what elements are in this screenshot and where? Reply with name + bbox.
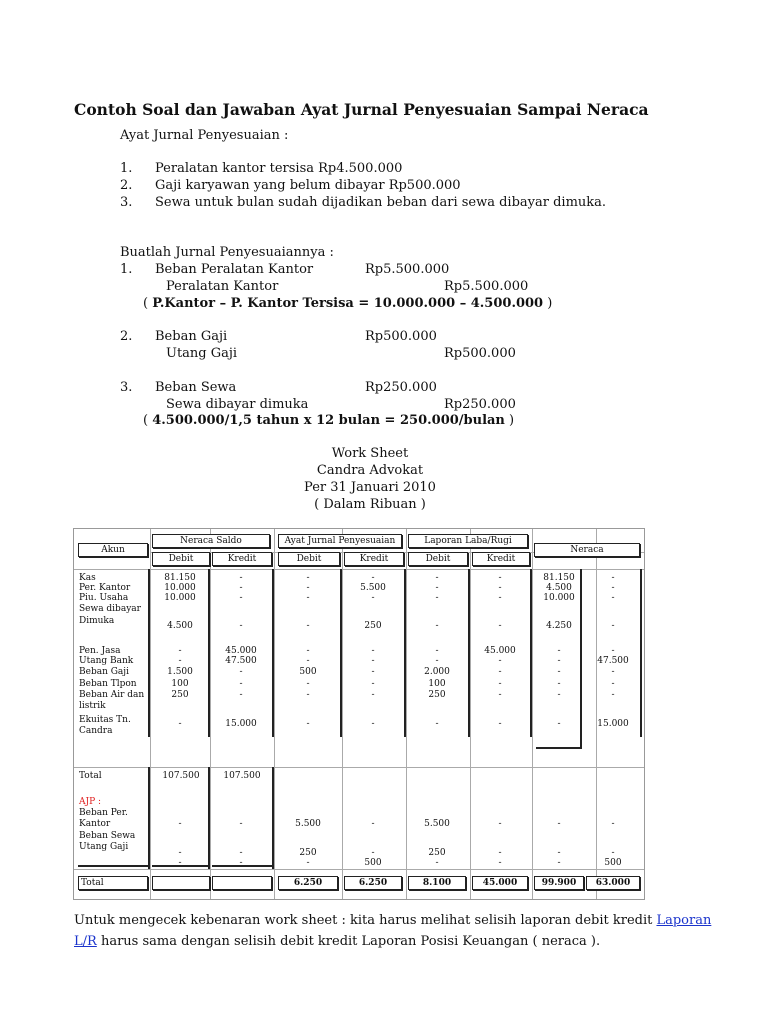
lr-link[interactable]: L/R: [74, 934, 97, 949]
worksheet-cell: -: [435, 656, 439, 666]
worksheet-cell: -: [306, 646, 310, 656]
footer-line-2: L/R harus sama dengan selisih debit kredit Laporan Posisi Keuangan ( neraca ).: [74, 934, 601, 949]
journal-credit-value: Rp5.500.000: [444, 279, 529, 294]
grand-total-cell: 6.250: [344, 876, 402, 890]
worksheet-cell: -: [498, 593, 502, 603]
worksheet-cell: -: [371, 719, 375, 729]
ajp-cell: -: [239, 858, 243, 868]
worksheet-cell: 47.500: [597, 656, 629, 666]
worksheet-cell: -: [557, 719, 561, 729]
worksheet-cell: 250: [364, 621, 382, 631]
worksheet-cell: -: [306, 573, 310, 583]
worksheet-cell: -: [306, 719, 310, 729]
ajp-cell: 250: [428, 848, 446, 858]
journal-heading: Buatlah Jurnal Penyesuaiannya :: [120, 245, 334, 260]
journal-number: 3.: [120, 380, 133, 395]
worksheet-cell: -: [435, 593, 439, 603]
worksheet-cell: 47.500: [225, 656, 257, 666]
worksheet-cell: -: [611, 583, 615, 593]
list-item: Sewa untuk bulan sudah dijadikan beban dari sewa dibayar dimuka.: [155, 195, 607, 210]
ajp-cell: -: [498, 848, 502, 858]
grand-total-cell: 8.100: [408, 876, 466, 890]
ajp-cell: -: [557, 848, 561, 858]
account-name: Beban Gaji: [79, 667, 129, 677]
laporan-link[interactable]: Laporan: [656, 913, 712, 928]
worksheet-cell: -: [498, 621, 502, 631]
ajp-cell: -: [178, 858, 182, 868]
total-value: 107.500: [223, 771, 261, 781]
worksheet-cell: 15.000: [225, 719, 257, 729]
worksheet-cell: -: [611, 667, 615, 677]
journal-credit-account: Utang Gaji: [166, 346, 238, 361]
journal-debit-value: Rp5.500.000: [365, 262, 450, 277]
page-title: Contoh Soal dan Jawaban Ayat Jurnal Penyesuaian Sampai Neraca: [74, 100, 649, 119]
worksheet-cell: -: [611, 690, 615, 700]
worksheet-cell: 500: [299, 667, 317, 677]
worksheet-cell: -: [178, 656, 182, 666]
worksheet-cell: 250: [171, 690, 189, 700]
account-name: Kantor: [79, 819, 111, 829]
grand-total-cell: 63.000: [586, 876, 640, 890]
worksheet-cell: -: [239, 667, 243, 677]
worksheet-cell: -: [498, 573, 502, 583]
worksheet-cell: -: [498, 719, 502, 729]
journal-debit-value: Rp250.000: [365, 380, 437, 395]
account-name: Beban Tlpon: [79, 679, 137, 689]
group-header: Ayat Jurnal Penyesuaian: [278, 534, 402, 548]
worksheet-cell: -: [306, 593, 310, 603]
ajp-cell: -: [498, 858, 502, 868]
ajp-cell: -: [239, 819, 243, 829]
journal-credit-account: Peralatan Kantor: [166, 279, 279, 294]
worksheet-cell: -: [371, 646, 375, 656]
worksheet-cell: -: [178, 719, 182, 729]
worksheet-cell: -: [306, 690, 310, 700]
account-name: listrik: [79, 701, 106, 711]
account-name: Utang Bank: [79, 656, 134, 666]
ajp-heading: Ayat Jurnal Penyesuaian :: [120, 128, 289, 143]
worksheet-cell: -: [435, 646, 439, 656]
total-value: 107.500: [162, 771, 200, 781]
account-name: Beban Air dan: [79, 690, 145, 700]
total-label: Total: [79, 771, 102, 781]
journal-number: 1.: [120, 262, 133, 277]
ajp-cell: -: [557, 819, 561, 829]
journal-debit-account: Beban Peralatan Kantor: [155, 262, 314, 277]
list-item-number: 2.: [120, 178, 133, 193]
worksheet-cell: -: [239, 690, 243, 700]
list-item-number: 1.: [120, 161, 133, 176]
grand-total-cell: 6.250: [278, 876, 338, 890]
worksheet-cell: -: [306, 656, 310, 666]
ajp-cell: -: [557, 858, 561, 868]
account-name: Pen. Jasa: [79, 646, 121, 656]
account-name: Dimuka: [79, 616, 115, 626]
account-name: Beban Per.: [79, 808, 128, 818]
worksheet-cell: -: [306, 679, 310, 689]
worksheet-title: Work Sheet: [331, 446, 409, 461]
worksheet-cell: -: [239, 621, 243, 631]
group-header: Neraca Saldo: [152, 534, 270, 548]
worksheet-cell: 10.000: [164, 583, 196, 593]
worksheet-cell: -: [371, 690, 375, 700]
ajp-cell: -: [178, 848, 182, 858]
account-name: Candra: [79, 726, 113, 736]
list-item: Gaji karyawan yang belum dibayar Rp500.000: [155, 178, 461, 193]
worksheet-cell: 2.000: [424, 667, 450, 677]
worksheet-cell: -: [371, 679, 375, 689]
worksheet-cell: 4.500: [167, 621, 193, 631]
ajp-cell: 500: [364, 858, 382, 868]
journal-debit-account: Beban Sewa: [155, 380, 237, 395]
account-name: Sewa dibayar: [79, 604, 141, 614]
worksheet-cell: 4.500: [546, 583, 572, 593]
worksheet-cell: -: [557, 690, 561, 700]
worksheet-cell: -: [371, 667, 375, 677]
empty-cell: [152, 876, 210, 890]
worksheet-cell: 250: [428, 690, 446, 700]
worksheet-cell: -: [498, 690, 502, 700]
ajp-cell: 250: [299, 848, 317, 858]
worksheet-cell: 15.000: [597, 719, 629, 729]
worksheet-cell: 10.000: [543, 593, 575, 603]
worksheet-cell: 81.150: [543, 573, 575, 583]
worksheet-cell: 1.500: [167, 667, 193, 677]
ajp-cell: -: [611, 848, 615, 858]
list-item-number: 3.: [120, 195, 133, 210]
worksheet-cell: -: [435, 583, 439, 593]
journal-number: 2.: [120, 329, 133, 344]
debit-header: Debit: [408, 552, 468, 566]
worksheet-cell: -: [611, 646, 615, 656]
worksheet-cell: 81.150: [164, 573, 196, 583]
worksheet-cell: -: [498, 656, 502, 666]
ajp-cell: -: [371, 848, 375, 858]
worksheet-cell: -: [371, 593, 375, 603]
worksheet-cell: -: [611, 573, 615, 583]
worksheet-cell: -: [557, 646, 561, 656]
worksheet-cell: 10.000: [164, 593, 196, 603]
grand-total-cell: 45.000: [472, 876, 528, 890]
worksheet-cell: -: [178, 646, 182, 656]
ajp-label: AJP :: [79, 797, 102, 807]
ajp-cell: 5.500: [295, 819, 321, 829]
worksheet-cell: 100: [428, 679, 446, 689]
empty-cell: [212, 876, 272, 890]
debit-header: Debit: [278, 552, 340, 566]
worksheet-cell: -: [306, 583, 310, 593]
worksheet-cell: -: [306, 621, 310, 631]
account-name: Utang Gaji: [79, 842, 129, 852]
worksheet-cell: -: [611, 679, 615, 689]
list-item: Peralatan kantor tersisa Rp4.500.000: [155, 161, 403, 176]
akun-header: Akun: [78, 543, 148, 557]
worksheet-cell: -: [611, 593, 615, 603]
worksheet-cell: -: [239, 679, 243, 689]
journal-credit-value: Rp500.000: [444, 346, 516, 361]
worksheet-cell: -: [611, 621, 615, 631]
worksheet-cell: -: [239, 593, 243, 603]
worksheet-cell: 100: [171, 679, 189, 689]
footer-line-1: Untuk mengecek kebenaran work sheet : kita harus melihat selisih laporan debit kredit Laporan: [74, 913, 712, 928]
worksheet-cell: -: [498, 667, 502, 677]
worksheet-cell: 4.250: [546, 621, 572, 631]
period: Per 31 Januari 2010: [304, 480, 436, 495]
ajp-cell: -: [371, 819, 375, 829]
worksheet-cell: -: [557, 679, 561, 689]
ajp-cell: -: [498, 819, 502, 829]
worksheet-cell: -: [435, 573, 439, 583]
group-header: Laporan Laba/Rugi: [408, 534, 528, 548]
worksheet-cell: -: [371, 656, 375, 666]
group-header: Neraca: [534, 543, 640, 557]
account-name: Ekuitas Tn.: [79, 715, 131, 725]
worksheet-cell: 45.000: [484, 646, 516, 656]
account-name: Beban Sewa: [79, 831, 136, 841]
journal-note: ( 4.500.000/1,5 tahun x 12 bulan = 250.000/bulan ): [143, 413, 515, 428]
debit-header: Debit: [152, 552, 210, 566]
account-name: Piu. Usaha: [79, 593, 129, 603]
worksheet-cell: -: [498, 679, 502, 689]
ajp-cell: 500: [604, 858, 622, 868]
journal-credit-value: Rp250.000: [444, 397, 516, 412]
grand-total-cell: 99.900: [534, 876, 584, 890]
journal-credit-account: Sewa dibayar dimuka: [166, 397, 309, 412]
ajp-cell: 5.500: [424, 819, 450, 829]
worksheet-cell: -: [557, 667, 561, 677]
worksheet-cell: -: [239, 583, 243, 593]
journal-debit-account: Beban Gaji: [155, 329, 228, 344]
grand-total-label: Total: [78, 876, 148, 890]
worksheet-cell: 5.500: [360, 583, 386, 593]
worksheet-cell: -: [371, 573, 375, 583]
worksheet-cell: -: [239, 573, 243, 583]
ajp-cell: -: [178, 819, 182, 829]
journal-note: ( P.Kantor – P. Kantor Tersisa = 10.000.000 – 4.500.000 ): [143, 296, 553, 311]
worksheet-cell: -: [557, 656, 561, 666]
account-name: Per. Kantor: [79, 583, 131, 593]
ajp-cell: -: [435, 858, 439, 868]
worksheet-cell: -: [435, 621, 439, 631]
worksheet-cell: 45.000: [225, 646, 257, 656]
company-name: Candra Advokat: [316, 463, 424, 478]
account-name: Kas: [79, 573, 96, 583]
journal-debit-value: Rp500.000: [365, 329, 437, 344]
worksheet-cell: -: [435, 719, 439, 729]
kredit-header: Kredit: [212, 552, 272, 566]
worksheet-cell: -: [498, 583, 502, 593]
unit-note: ( Dalam Ribuan ): [314, 497, 426, 512]
ajp-cell: -: [611, 819, 615, 829]
ajp-cell: -: [239, 848, 243, 858]
kredit-header: Kredit: [344, 552, 404, 566]
kredit-header: Kredit: [472, 552, 530, 566]
worksheet-table: [73, 528, 645, 900]
ajp-cell: -: [306, 858, 310, 868]
